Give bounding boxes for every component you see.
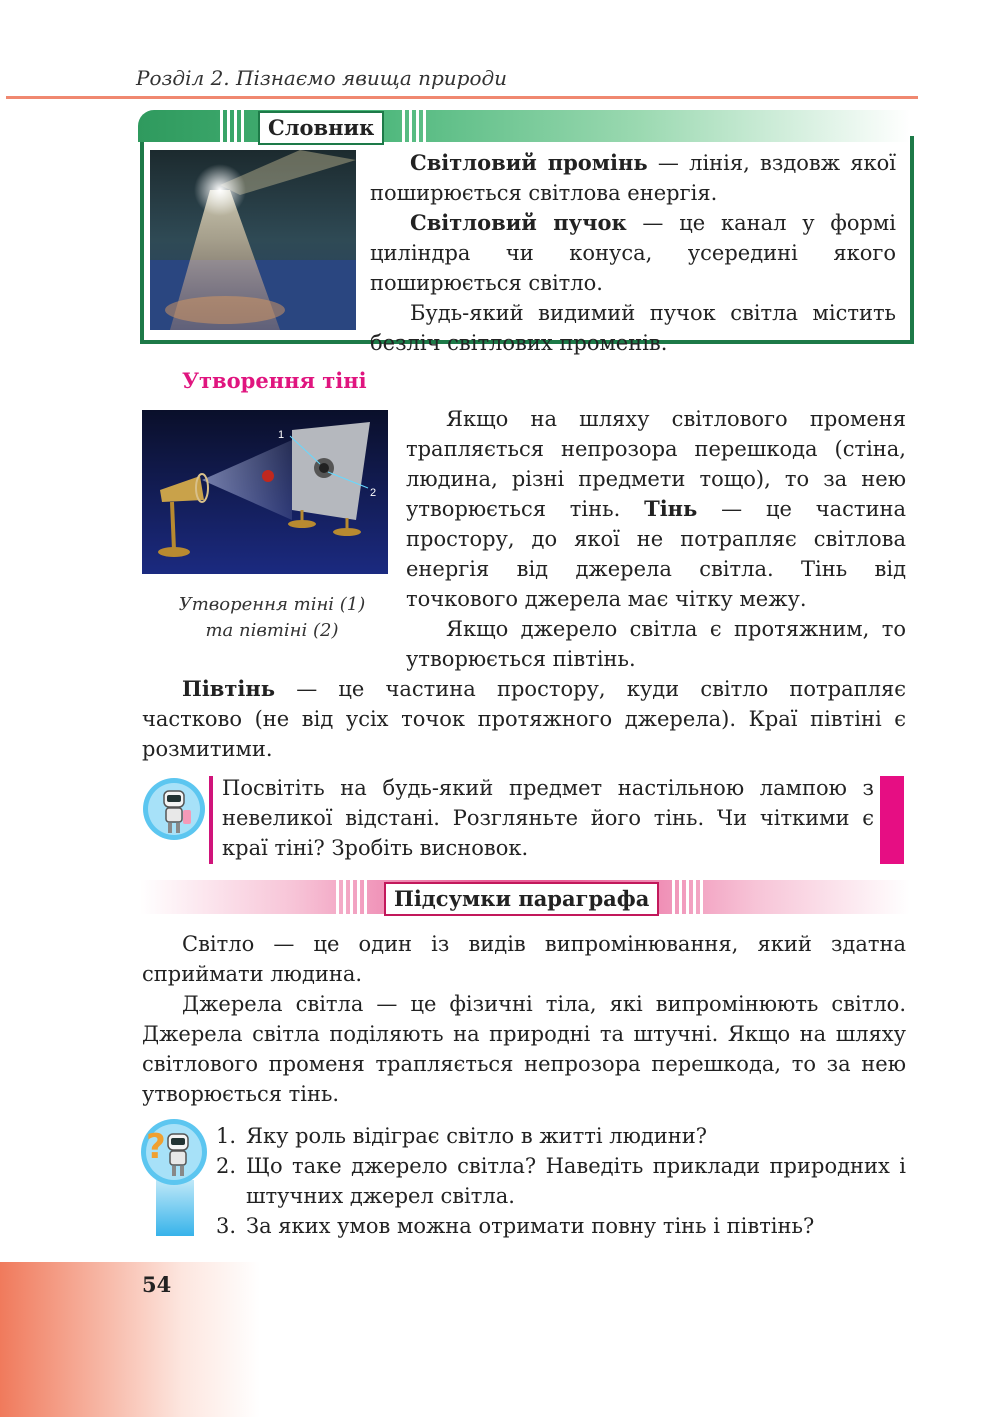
paragraph [406,404,906,614]
paragraph: Якщо джерело світла є протяжним, то утворюється півтінь. [406,617,906,671]
question-number: 1. [216,1124,237,1148]
question-item [216,1211,906,1241]
glossary-text [370,148,896,358]
question-item [216,1121,906,1151]
paragraph-text: Якщо на шляху світлового променя трапляється непрозора перешкода (стіна, людина, різні предмети тощо), то за нею утворюється тінь. [406,407,906,521]
summary-text [142,929,906,1109]
question-robot-icon [140,1118,208,1186]
paragraph [142,674,906,764]
figure-caption [142,592,402,644]
band-stripes [220,110,244,142]
glossary-note: Будь-який видимий пучок світла містить безліч світлових променів. [370,301,896,355]
chapter-header: Розділ 2. Пізнаємо явища природи [136,66,508,90]
glossary-term: Світловий промінь [410,150,648,175]
penumbra-paragraph [142,674,906,764]
shadow-figure [142,410,388,574]
glossary-term: Світловий пучок [410,210,627,235]
svg-text:?: ? [146,1127,166,1167]
question-text: За яких умов можна отримати повну тінь і півтінь? [246,1214,815,1238]
question-text: Яку роль відіграє світло в житті людини? [246,1124,708,1148]
caption-line: та півтіні (2) [205,620,339,641]
glossary-definition: — лінія, вздовж якої поширюється світлова енергія. [370,151,896,205]
task-marker [880,776,904,864]
glossary-entry [370,148,896,208]
caption-line: Утворення тіні (1) [178,594,366,615]
robot-icon [142,777,206,841]
figure-label-1: 1 [278,429,285,441]
figure-label-2: 2 [370,487,377,499]
questions-list [216,1121,906,1241]
band-stripes [402,110,426,142]
band-stripes [672,880,703,914]
glossary-definition: — це канал у формі циліндра чи конуса, усередині якого поширюється світло. [370,211,896,295]
paragraph-text: — це частина простору, до якої не потрапляє світлова енергія від джерела світла. Тінь від точкового джерела має чітку межу. [406,497,906,611]
term-shadow: Тінь [644,496,698,521]
question-number: 3. [216,1214,237,1238]
light-beam-photo [150,150,356,330]
questions-bar [156,1180,194,1236]
band-stripes [336,880,367,914]
page-number: 54 [142,1272,172,1297]
paragraph-text: — це частина простору, куди світло потрапляє частково (не від усіх точок протяжного джерела). Краї півтіні є розмитими. [142,677,906,761]
section-heading: Утворення тіні [182,368,367,393]
glossary-entry [370,208,896,298]
term-penumbra: Півтінь [182,676,276,701]
question-item [216,1151,906,1211]
glossary-band [138,110,910,142]
paragraph: Світло — це один із видів випромінювання, який здатна сприймати людина. [142,932,906,986]
paragraph: Джерела світла — це фізичні тіла, які випромінюють світло. Джерела світла поділяють на природні та штучні. Якщо на шляху світлового променя трапляється непрозора перешкода, то за нею утворюється тінь. [142,992,906,1106]
question-number: 2. [216,1154,237,1178]
glossary-label: Словник [258,111,384,145]
summary-label: Підсумки параграфа [384,882,659,916]
task-text: Посвітіть на будь-який предмет настільною лампою з невеликої відстані. Розгляньте його тінь. Чи чіткими є краї тіні? Зробіть висновок. [222,776,874,860]
shadow-paragraph [406,404,906,674]
task-bar [209,776,213,864]
question-text: Що таке джерело світла? Наведіть приклади природних і штучних джерел світла. [246,1154,906,1208]
header-divider [6,96,918,99]
footer-decoration [0,1262,260,1417]
